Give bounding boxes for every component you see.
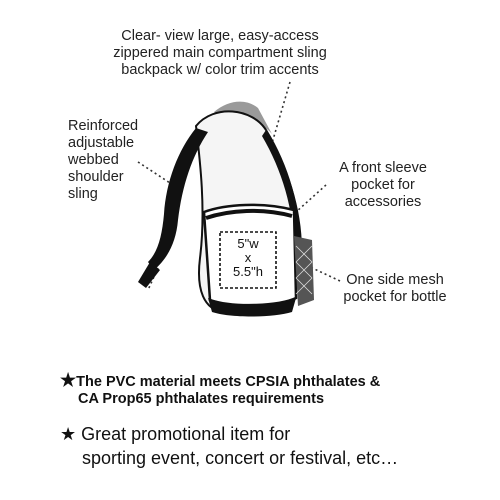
promo-note: [60, 422, 398, 470]
callout-line: webbed: [68, 152, 119, 168]
callout-line: zippered main compartment sling: [113, 45, 327, 61]
callout-line: Reinforced: [68, 118, 139, 134]
callout-line: pocket for: [351, 177, 415, 193]
promo-text-1: Great promotional item for: [81, 424, 291, 444]
callout-line: One side mesh: [346, 272, 444, 288]
promo-note-line1: [60, 422, 398, 446]
callout-line: sling: [68, 186, 98, 202]
callout-line: shoulder: [68, 169, 124, 185]
dimension-x: x: [244, 250, 252, 265]
star-icon: ★: [60, 370, 77, 390]
callout-line: backpack w/ color trim accents: [121, 62, 319, 78]
callout-line: adjustable: [68, 135, 135, 151]
leader-top: [270, 82, 290, 150]
promo-text-2: sporting event, concert or festival, etc…: [82, 448, 399, 468]
pvc-note-line1: [60, 372, 380, 391]
callout-line: A front sleeve: [339, 160, 427, 176]
pvc-text-1: The PVC material meets CPSIA phthalates &: [76, 374, 381, 390]
callout-line: Clear- view large, easy-access: [121, 28, 319, 44]
promo-note-line2: [60, 446, 398, 470]
leader-left: [138, 162, 170, 183]
star-icon: ★: [60, 424, 77, 444]
callout-line: accessories: [344, 194, 422, 210]
dimension-height: 5.5"h: [233, 264, 263, 279]
pocket-dimensions: [220, 237, 276, 279]
callout-line: pocket for bottle: [343, 289, 447, 305]
pvc-note: [60, 372, 380, 408]
dimension-width: 5"w: [237, 236, 259, 251]
leader-front: [296, 185, 326, 212]
pvc-note-line2: [60, 391, 380, 408]
pvc-text-2: CA Prop65 phthalates requirements: [78, 391, 325, 407]
